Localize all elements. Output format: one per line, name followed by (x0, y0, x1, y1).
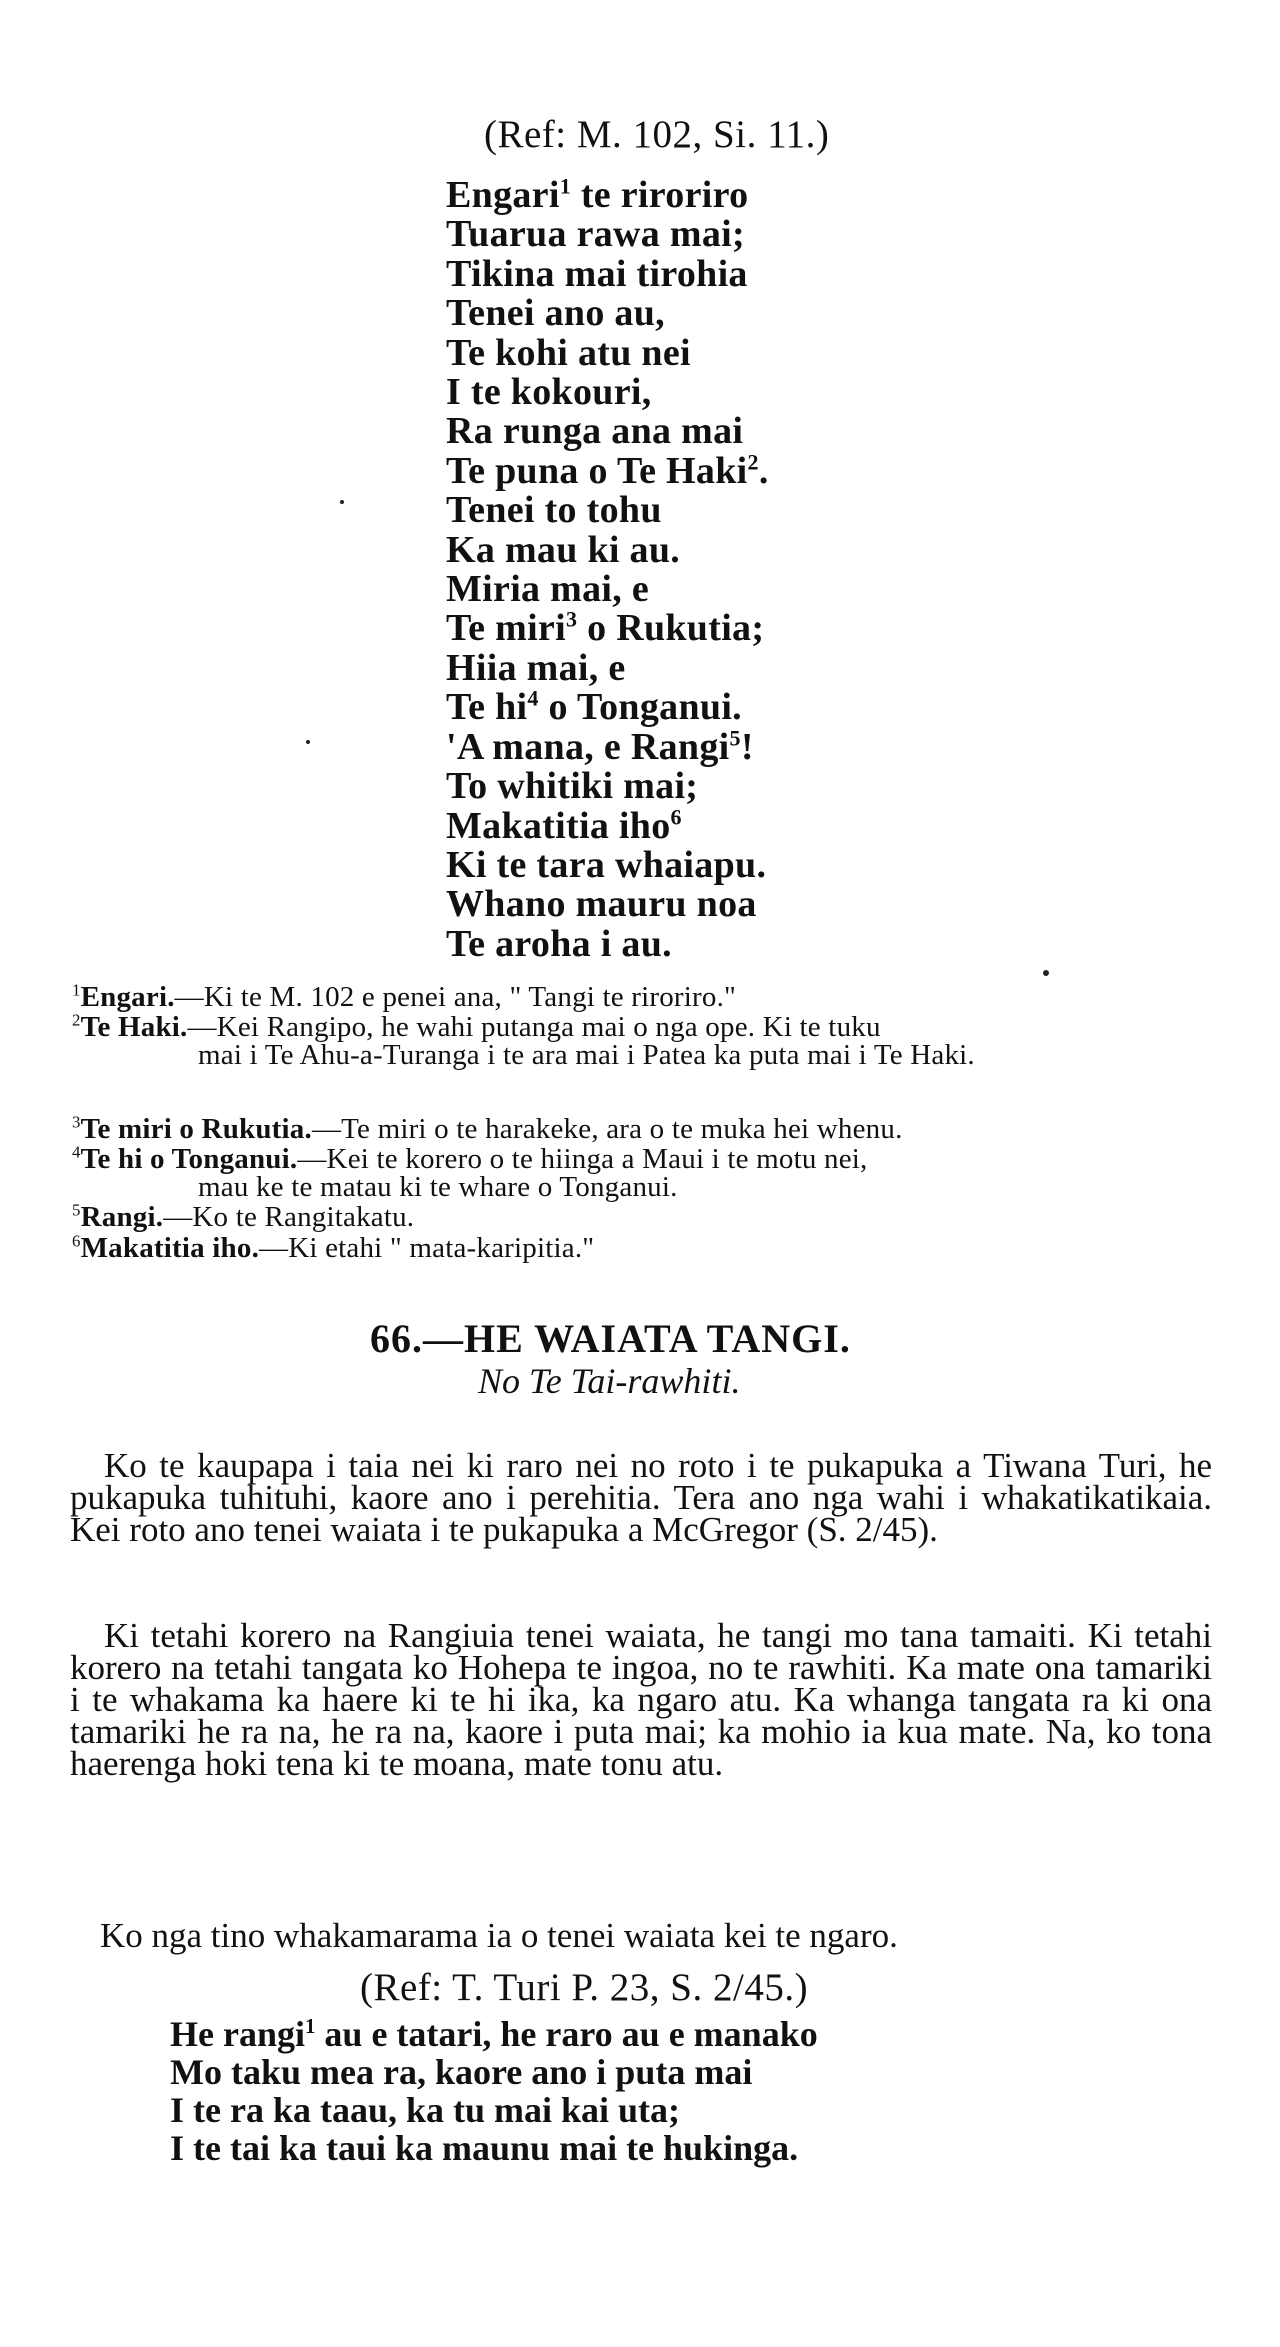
poem-line (446, 725, 769, 768)
line-text: Te hi (446, 686, 528, 729)
song-line (170, 2015, 818, 2053)
song-subtitle: No Te Tai-rawhiti. (478, 1361, 741, 1401)
footnote (72, 1231, 1222, 1264)
song-reference: (Ref: T. Turi P. 23, S. 2/45.) (360, 1966, 809, 2009)
line-text: He rangi (170, 2014, 305, 2054)
poem-line: Tikina mai tirohia (446, 252, 748, 295)
footnote-marker: 6 (670, 803, 682, 829)
footnote (72, 1010, 1222, 1071)
footnote-head: Makatitia iho. (80, 1232, 260, 1264)
footnote-body: —Ki te M. 102 e penei ana, " Tangi te riroriro." (174, 981, 737, 1013)
poem-line: Te kohi atu nei (446, 331, 691, 374)
footnote-body: —Ki etahi " mata-karipitia." (259, 1232, 595, 1264)
footnote-head: Rangi. (80, 1201, 164, 1233)
footnote (72, 1142, 1222, 1203)
line-text-tail: o Rukutia; (577, 607, 765, 650)
footnote-body: —Kei Rangipo, he wahi putanga mai o nga ope. Ki te tuku (187, 1011, 881, 1043)
footnote-marker: 4 (527, 685, 539, 711)
footnote-head: Te hi o Tonganui. (80, 1143, 298, 1175)
footnote-marker: 2 (747, 449, 759, 475)
footnote-marker: 1 (559, 173, 572, 199)
song-stanza (170, 2015, 818, 2167)
poem-line: Te aroha i au. (446, 922, 672, 965)
footnote-number: 5 (72, 1200, 81, 1220)
poem-line: Ka mau ki au. (446, 528, 681, 571)
line-text-tail: o Tonganui. (538, 686, 742, 729)
song-line: I te tai ka taui ka maunu mai te hukinga. (170, 2128, 799, 2168)
story-paragraph: Ki tetahi korero na Rangiuia tenei waiata, he tangi mo tana tamaiti. Ki tetahi korero na tetahi tangata ko Hohepa te ingoa, no te rawhiti. Ka mate ona tamariki i te whakama ka haere ki te hi ika, ka ngaro atu. Ka whanga tangata ra ki ona tamariki he ra na, he ra na, kaore i puta mai; ka mohio ia kua mate. Na, ko tona haerenga hoki tena ki te moana, mate tonu atu. (70, 1616, 1212, 1783)
song-title: 66.—HE WAIATA TANGI. (370, 1316, 851, 1361)
poem-line: Ki te tara whaiapu. (446, 843, 767, 886)
poem-line (446, 449, 769, 492)
footnote-head: Te Haki. (80, 1011, 188, 1043)
poem-line: I te kokouri, (446, 371, 652, 414)
footnote-head: Te miri o Rukutia. (80, 1113, 312, 1145)
poem-line: Tenei to tohu (446, 489, 662, 532)
footnote (72, 1200, 1222, 1233)
poem-line: To whitiki mai; (446, 765, 699, 808)
poem-line (446, 803, 769, 847)
line-text-tail: ! (740, 725, 754, 768)
footnote-body: —Kei te korero o te hiinga a Maui i te motu nei, (297, 1143, 868, 1175)
line-text: Te puna o Te Haki (446, 449, 748, 492)
intro-paragraph: Ko te kaupapa i taia nei ki raro nei no roto i te pukapuka a Tiwana Turi, he pukapuka tuhituhi, kaore ano i perehitia. Tera ano nga wahi i whakatikatikaia. Kei roto ano tenei waiata i te pukapuka a McGregor (S. 2/45). (70, 1446, 1212, 1549)
footnote-marker: 5 (729, 725, 741, 751)
footnote-marker: 1 (304, 2014, 316, 2038)
footnote-number: 3 (72, 1112, 81, 1132)
poem-line (446, 606, 769, 650)
ink-speck (306, 740, 310, 744)
footnote-number: 2 (72, 1010, 81, 1030)
song-line: I te ra ka taau, ka tu mai kai uta; (170, 2090, 681, 2130)
poem-line: Miria mai, e (446, 568, 650, 611)
line-text: Te miri (446, 607, 566, 650)
line-text: Makatitia iho (446, 804, 671, 847)
poem-line: Ra runga ana mai (446, 410, 744, 453)
poem-stanza (446, 173, 769, 965)
ink-speck (340, 500, 344, 504)
song-line: Mo taku mea ra, kaore ano i puta mai (170, 2052, 753, 2092)
footnote-number: 1 (72, 980, 81, 1000)
ink-speck (1043, 970, 1049, 976)
footnote-head: Engari. (80, 981, 175, 1013)
line-text-tail: au e tatari, he raro au e manako (315, 2014, 818, 2054)
poem-line: Whano mauru noa (446, 883, 757, 926)
poem-line: Tenei ano au, (446, 292, 665, 335)
footnote-continuation: mai i Te Ahu-a-Turanga i te ara mai i Patea ka puta mai i Te Haki. (198, 1039, 975, 1071)
poem-line (446, 685, 769, 729)
footnote-body: —Te miri o te harakeke, ara o te muka hei whenu. (311, 1113, 903, 1145)
footnote (72, 980, 1222, 1013)
line-text-tail: . (758, 449, 769, 492)
poem-line (446, 173, 769, 216)
reference-heading: (Ref: M. 102, Si. 11.) (484, 113, 830, 156)
footnote-number: 4 (72, 1142, 81, 1162)
line-text: Engari (446, 174, 560, 216)
footnote-number: 6 (72, 1231, 81, 1251)
footnote-body: —Ko te Rangitakatu. (163, 1201, 415, 1233)
poem-line: Tuarua rawa mai; (446, 213, 745, 256)
footnote-continuation: mau ke te matau ki te whare o Tonganui. (198, 1171, 678, 1203)
line-text-tail: te riroriro (571, 174, 749, 216)
note-paragraph: Ko nga tino whakamarama ia o tenei waiata kei te ngaro. (100, 1916, 898, 1955)
line-text: 'A mana, e Rangi (446, 725, 730, 768)
footnote-marker: 3 (565, 606, 578, 632)
poem-line: Hiia mai, e (446, 646, 626, 689)
footnote (72, 1112, 1222, 1145)
